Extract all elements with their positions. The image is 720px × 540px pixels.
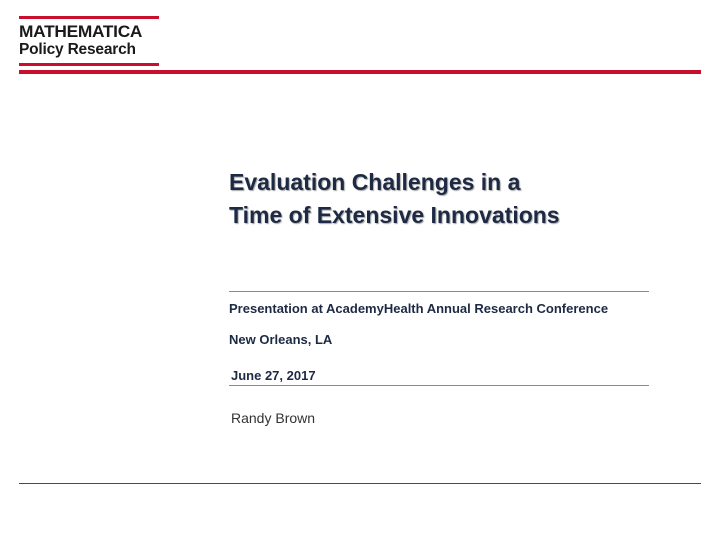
presentation-date: June 27, 2017 (231, 368, 316, 383)
footer-rule (19, 483, 701, 484)
title-line-1: Evaluation Challenges in a (229, 169, 521, 195)
logo-bottom-rule (19, 63, 159, 66)
logo-top-rule (19, 16, 159, 19)
date-divider (229, 385, 649, 386)
header-rule (19, 70, 701, 74)
presentation-venue: Presentation at AcademyHealth Annual Research Conference (229, 301, 609, 316)
mathematica-logo (19, 16, 159, 66)
logo-name: MATHEMATICA (19, 22, 143, 41)
slide-title (229, 166, 689, 232)
presenter-name: Randy Brown (231, 410, 316, 426)
title-line-2: Time of Extensive Innovations (229, 202, 560, 228)
presentation-location: New Orleans, LA (229, 332, 333, 347)
title-divider (229, 291, 649, 292)
logo-tagline: Policy Research (19, 41, 136, 58)
